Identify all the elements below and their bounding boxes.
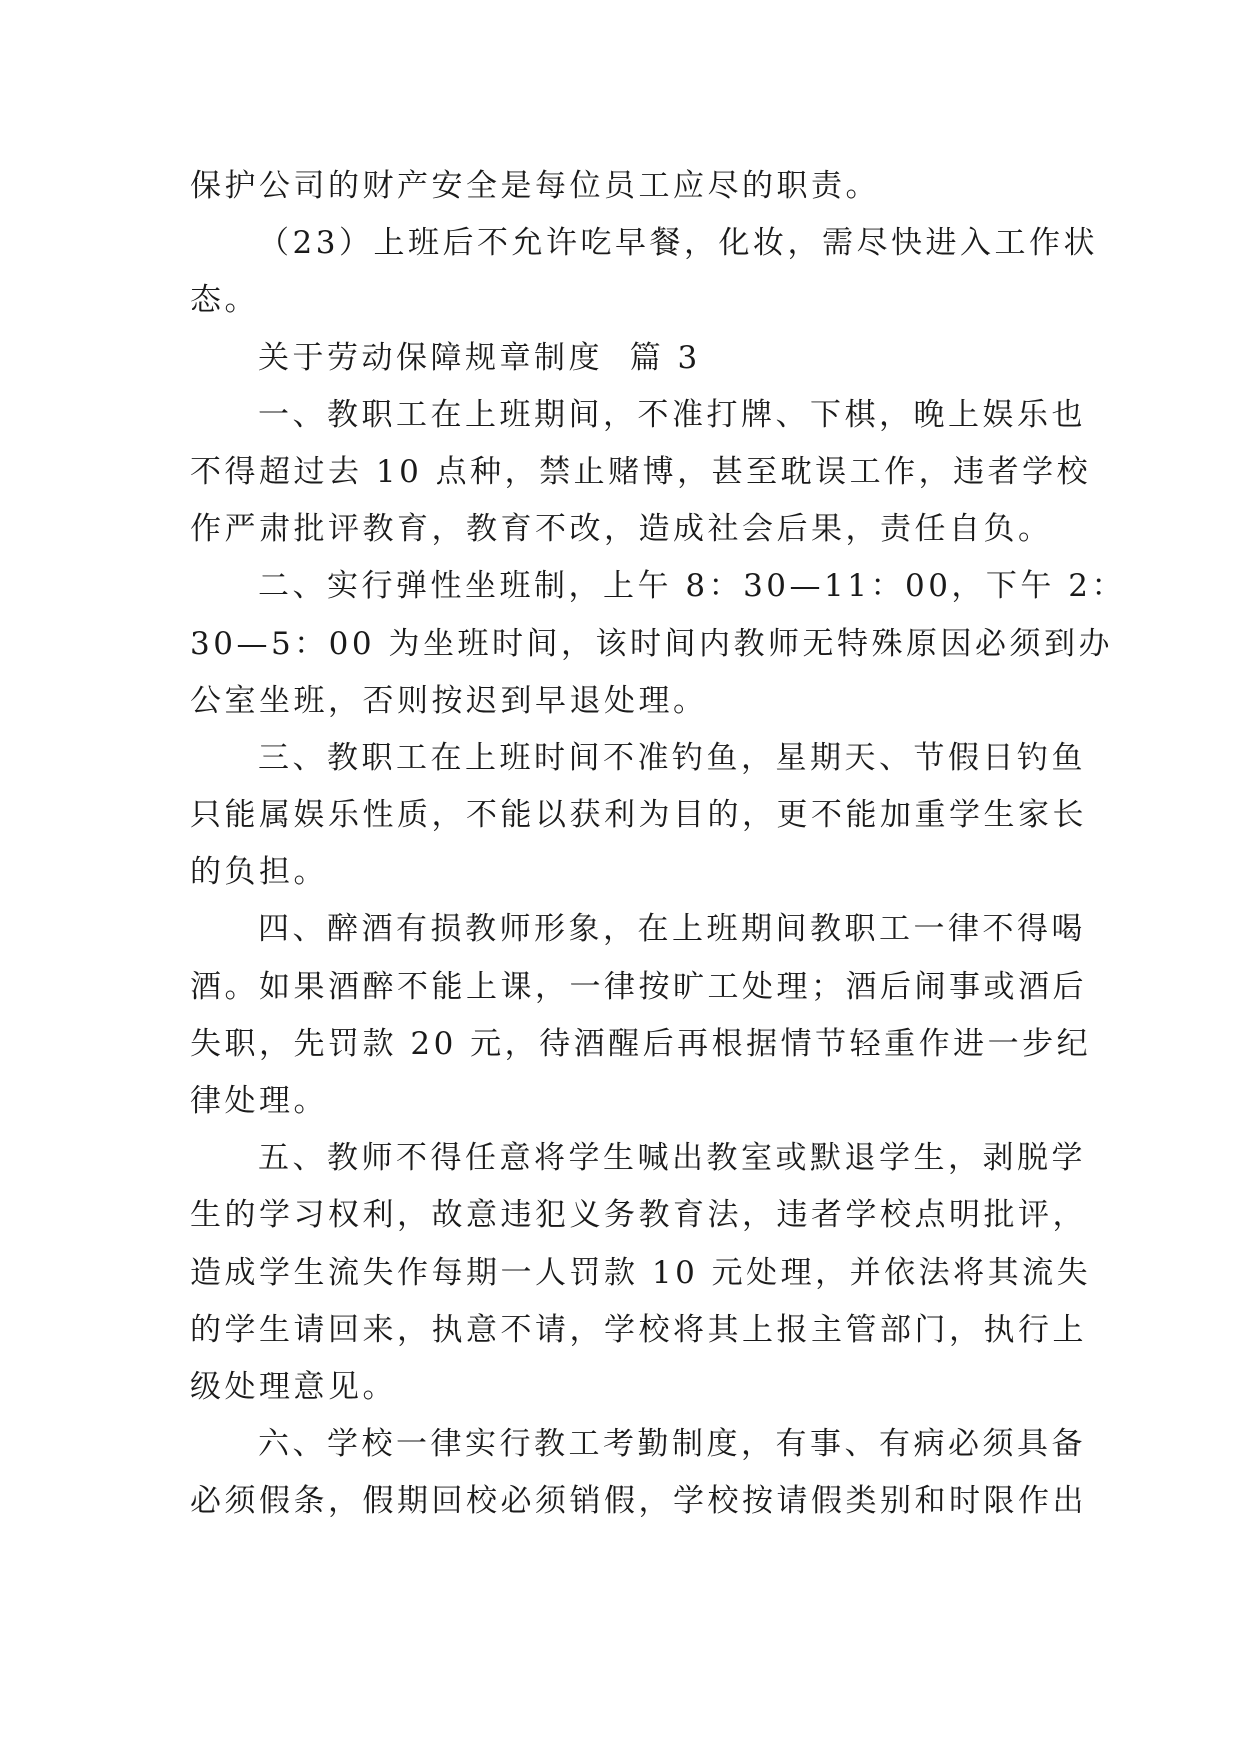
text-line: 生的学习权利，故意违犯义务教育法，违者学校点明批评， — [190, 1197, 1087, 1234]
text-line: 二、实行弹性坐班制，上午 8：30—11：00，下午 2： — [258, 568, 1126, 605]
text-line: 必须假条，假期回校必须销假，学校按请假类别和时限作出 — [190, 1483, 1087, 1520]
text-line: 的学生请回来，执意不请，学校将其上报主管部门，执行上 — [190, 1311, 1087, 1348]
text-line: 造成学生流失作每期一人罚款 10 元处理，并依法将其流失 — [190, 1254, 1092, 1291]
text-line: 四、醉酒有损教师形象，在上班期间教职工一律不得喝 — [258, 911, 1086, 948]
text-line: 30—5：00 为坐班时间，该时间内教师无特殊原因必须到办 — [190, 625, 1113, 662]
document-body — [190, 158, 1126, 1531]
text-line: 保护公司的财产安全是每位员工应尽的职责。 — [190, 168, 880, 204]
text-line: 酒。如果酒醉不能上课，一律按旷工处理；酒后闹事或酒后 — [190, 968, 1087, 1005]
text-line: 失职，先罚款 20 元，待酒醒后再根据情节轻重作进一步纪 — [190, 1025, 1092, 1062]
text-line: 公室坐班，否则按迟到早退处理。 — [190, 682, 708, 719]
text-line: 五、教师不得任意将学生喊出教室或默退学生，剥脱学 — [258, 1140, 1086, 1177]
text-line: 作严肃批评教育，教育不改，造成社会后果，责任自负。 — [190, 511, 1053, 548]
text-line: 律处理。 — [190, 1083, 328, 1119]
text-line: 三、教职工在上班时间不准钓鱼，星期天、节假日钓鱼 — [258, 739, 1086, 776]
text-line: 只能属娱乐性质，不能以获利为目的，更不能加重学生家长 — [190, 797, 1087, 834]
text-line: 的负担。 — [190, 854, 328, 891]
text-line: 级处理意见。 — [190, 1368, 397, 1405]
text-line: 态。 — [190, 282, 259, 319]
text-line: 一、教职工在上班期间，不准打牌、下棋，晚上娱乐也 — [258, 396, 1086, 433]
section-heading: 关于劳动保障规章制度 篇 3 — [258, 339, 701, 376]
text-line: （23）上班后不允许吃早餐，化妆，需尽快进入工作状 — [258, 225, 1098, 262]
text-line: 六、学校一律实行教工考勤制度，有事、有病必须具备 — [258, 1426, 1086, 1463]
text-line: 不得超过去 10 点种，禁止赌博，甚至耽误工作，违者学校 — [190, 453, 1092, 490]
